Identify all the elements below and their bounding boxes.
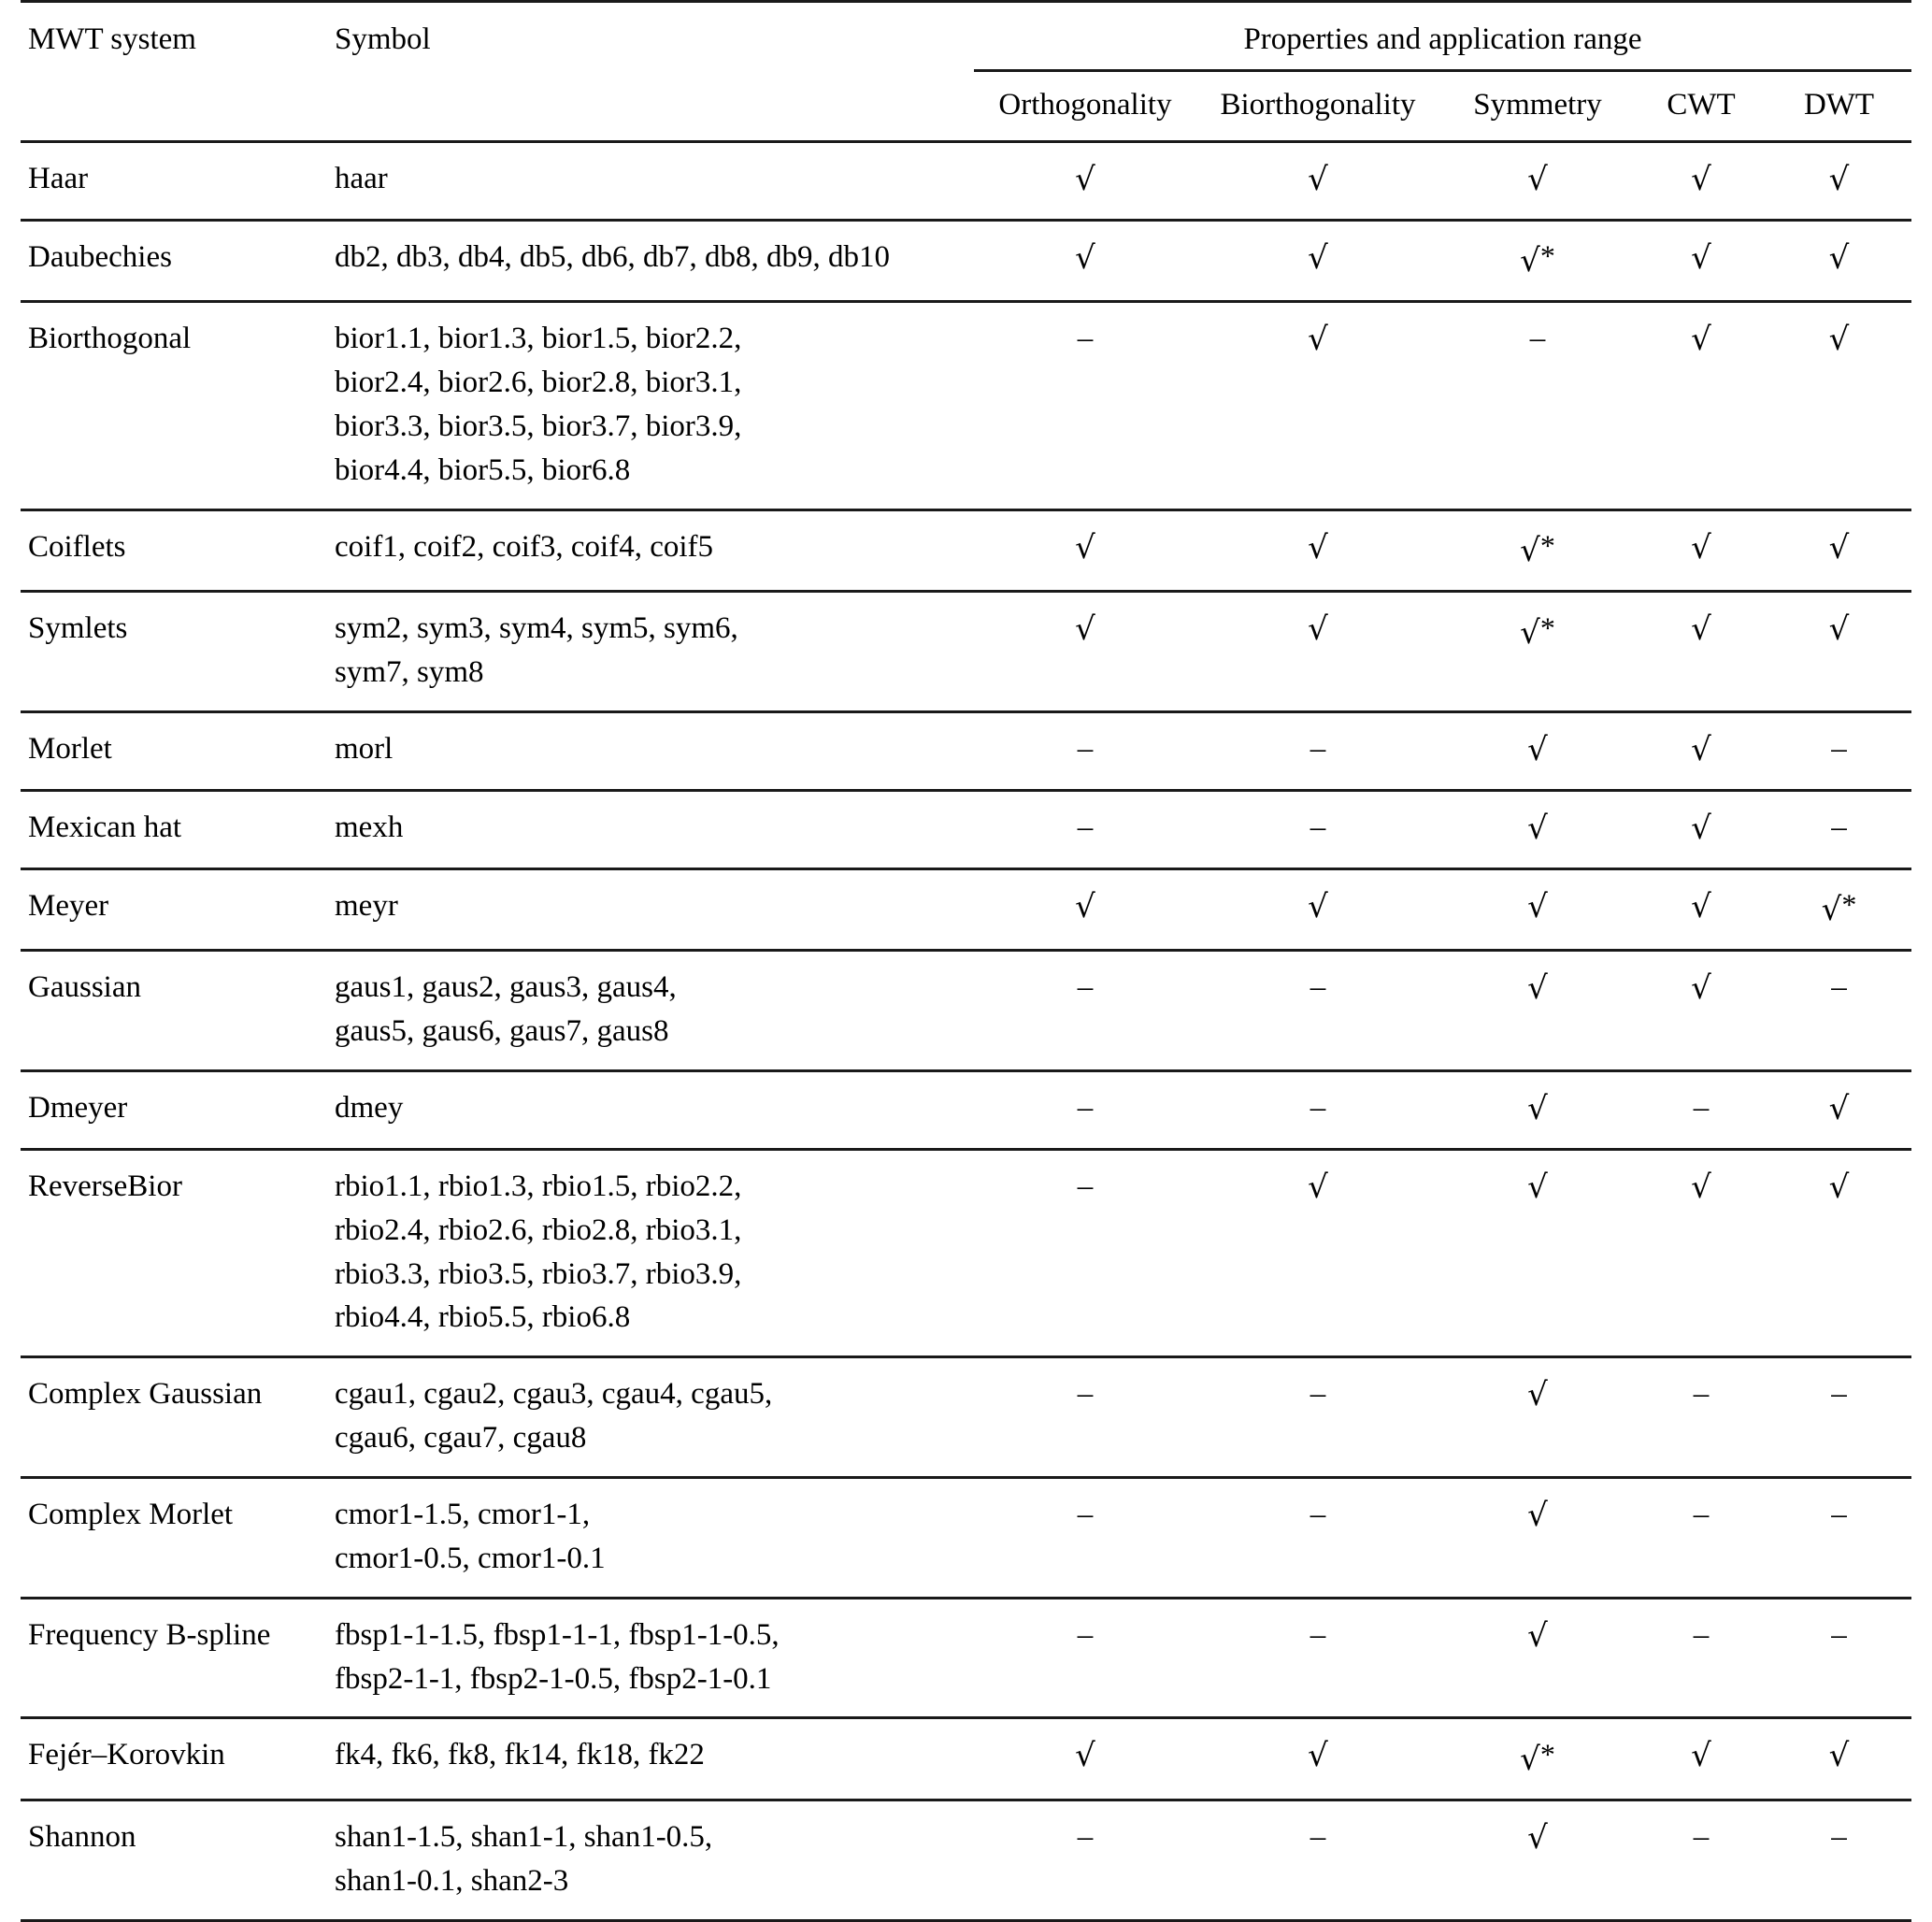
- check-icon: √: [1527, 809, 1548, 847]
- symbol-line: gaus1, gaus2, gaus3, gaus4,: [335, 970, 677, 1005]
- check-icon: √: [1075, 1737, 1095, 1775]
- cell-symbol: [329, 1718, 974, 1800]
- dash-icon: –: [1077, 1617, 1094, 1652]
- cell-dwt: [1767, 302, 1911, 509]
- cell-dwt: [1767, 1598, 1911, 1718]
- symbol-line: bior4.4, bior5.5, bior6.8: [335, 452, 631, 487]
- cell-dwt: [1767, 220, 1911, 302]
- dash-icon: –: [1309, 1820, 1326, 1855]
- column-header-orthogonality: Orthogonality: [998, 87, 1172, 122]
- table-row: [21, 1598, 1911, 1718]
- table-row: [21, 1718, 1911, 1800]
- cell-symmetry: [1439, 1071, 1636, 1150]
- check-icon: √: [1075, 238, 1095, 277]
- cell-symbol: [329, 1149, 974, 1356]
- symbol-line: sym2, sym3, sym4, sym5, sym6,: [335, 611, 738, 646]
- cell-symbol: [329, 509, 974, 592]
- dash-icon: –: [1309, 1617, 1326, 1652]
- table-row: [21, 592, 1911, 712]
- cell-cwt: [1636, 711, 1767, 790]
- dash-icon: –: [1077, 322, 1094, 356]
- check-icon: √: [1527, 1090, 1548, 1127]
- check-star-icon: √*: [1520, 610, 1555, 652]
- symbol-line: coif1, coif2, coif3, coif4, coif5: [335, 529, 714, 564]
- table-body: [21, 141, 1911, 1922]
- symbol-line: rbio4.4, rbio5.5, rbio6.8: [335, 1300, 631, 1335]
- cell-dwt: [1767, 1478, 1911, 1599]
- symbol-line: fbsp2-1-1, fbsp2-1-0.5, fbsp2-1-0.1: [335, 1661, 772, 1696]
- cell-dwt: [1767, 711, 1911, 790]
- cell-orthogonality: [974, 1149, 1196, 1356]
- table-row: [21, 790, 1911, 868]
- check-icon: √: [1691, 321, 1711, 359]
- cell-dwt: [1767, 1149, 1911, 1356]
- check-icon: √: [1308, 1737, 1328, 1775]
- check-icon: √: [1691, 730, 1711, 768]
- dash-icon: –: [1529, 322, 1546, 356]
- cell-symbol: [329, 220, 974, 302]
- cell-cwt: [1636, 1718, 1767, 1800]
- cell-symbol: [329, 790, 974, 868]
- cell-symbol: [329, 302, 974, 509]
- cell-cwt: [1636, 868, 1767, 951]
- check-star-icon: √*: [1520, 528, 1555, 570]
- symbol-line: fk4, fk6, fk8, fk14, fk18, fk22: [335, 1738, 705, 1772]
- cell-orthogonality: [974, 220, 1196, 302]
- cell-orthogonality: [974, 302, 1196, 509]
- check-icon: √: [1308, 1168, 1328, 1206]
- symbol-line: mexh: [335, 810, 404, 844]
- check-icon: √: [1527, 969, 1548, 1008]
- cell-biorthogonality: [1196, 302, 1439, 509]
- check-icon: √: [1691, 809, 1711, 847]
- cell-symbol: [329, 141, 974, 220]
- dash-icon: –: [1309, 1377, 1326, 1412]
- cell-symmetry: [1439, 951, 1636, 1071]
- cell-mwt-system: Dmeyer: [21, 1071, 329, 1150]
- cell-orthogonality: [974, 592, 1196, 712]
- cell-biorthogonality: [1196, 141, 1439, 220]
- check-icon: √: [1075, 160, 1095, 198]
- cell-symmetry: [1439, 592, 1636, 712]
- cell-symmetry: [1439, 1800, 1636, 1921]
- symbol-line: rbio1.1, rbio1.3, rbio1.5, rbio2.2,: [335, 1169, 742, 1203]
- cell-mwt-system: Complex Gaussian: [21, 1357, 329, 1478]
- check-icon: √: [1691, 1737, 1711, 1775]
- column-header-symbol: Symbol: [329, 2, 974, 142]
- check-icon: √: [1527, 160, 1548, 198]
- cell-mwt-system: Fejér–Korovkin: [21, 1718, 329, 1800]
- cell-orthogonality: [974, 509, 1196, 592]
- cell-dwt: [1767, 592, 1911, 712]
- cell-dwt: [1767, 1718, 1911, 1800]
- symbol-line: bior1.1, bior1.3, bior1.5, bior2.2,: [335, 322, 742, 356]
- dash-icon: –: [1309, 731, 1326, 766]
- dash-icon: –: [1309, 810, 1326, 844]
- table-row: [21, 1149, 1911, 1356]
- cell-mwt-system: Morlet: [21, 711, 329, 790]
- cell-mwt-system: Frequency B-spline: [21, 1598, 329, 1718]
- cell-cwt: [1636, 951, 1767, 1071]
- symbol-line: fbsp1-1-1.5, fbsp1-1-1, fbsp1-1-0.5,: [335, 1617, 780, 1652]
- cell-biorthogonality: [1196, 1478, 1439, 1599]
- symbol-line: bior3.3, bior3.5, bior3.7, bior3.9,: [335, 409, 742, 443]
- column-header-biorthogonality: Biorthogonality: [1220, 87, 1416, 122]
- symbol-line: morl: [335, 731, 394, 766]
- cell-symmetry: [1439, 302, 1636, 509]
- cell-biorthogonality: [1196, 1357, 1439, 1478]
- cell-biorthogonality: [1196, 790, 1439, 868]
- cell-cwt: [1636, 790, 1767, 868]
- cell-mwt-system: ReverseBior: [21, 1149, 329, 1356]
- cell-orthogonality: [974, 868, 1196, 951]
- cell-orthogonality: [974, 1478, 1196, 1599]
- check-icon: √: [1691, 610, 1711, 649]
- cell-symbol: [329, 1357, 974, 1478]
- cell-dwt: [1767, 951, 1911, 1071]
- table-row: [21, 1478, 1911, 1599]
- mwt-systems-table: [21, 0, 1911, 1922]
- symbol-line: bior2.4, bior2.6, bior2.8, bior3.1,: [335, 366, 742, 400]
- cell-symmetry: [1439, 1357, 1636, 1478]
- cell-biorthogonality: [1196, 951, 1439, 1071]
- dash-icon: –: [1693, 1617, 1710, 1652]
- dash-icon: –: [1831, 810, 1847, 844]
- cell-orthogonality: [974, 711, 1196, 790]
- table-row: [21, 302, 1911, 509]
- cell-cwt: [1636, 1071, 1767, 1150]
- dash-icon: –: [1077, 970, 1094, 1005]
- symbol-line: sym7, sym8: [335, 655, 484, 690]
- cell-symmetry: [1439, 1598, 1636, 1718]
- cell-symmetry: [1439, 220, 1636, 302]
- cell-mwt-system: Mexican hat: [21, 790, 329, 868]
- table-head: [21, 2, 1911, 142]
- column-header-cwt: CWT: [1667, 87, 1736, 122]
- cell-symbol: [329, 1800, 974, 1921]
- cell-symmetry: [1439, 509, 1636, 592]
- cell-symmetry: [1439, 1149, 1636, 1356]
- check-icon: √: [1691, 528, 1711, 567]
- cell-symbol: [329, 868, 974, 951]
- check-icon: √: [1527, 1616, 1548, 1655]
- table-row: [21, 1357, 1911, 1478]
- dash-icon: –: [1077, 1377, 1094, 1412]
- cell-mwt-system: Shannon: [21, 1800, 329, 1921]
- dash-icon: –: [1831, 1377, 1847, 1412]
- dash-icon: –: [1693, 1498, 1710, 1532]
- cell-dwt: [1767, 141, 1911, 220]
- cell-symmetry: [1439, 790, 1636, 868]
- check-icon: √: [1527, 1168, 1548, 1206]
- table-row: [21, 1800, 1911, 1921]
- cell-mwt-system: Coiflets: [21, 509, 329, 592]
- cell-cwt: [1636, 220, 1767, 302]
- check-icon: √: [1527, 1376, 1548, 1414]
- symbol-line: rbio3.3, rbio3.5, rbio3.7, rbio3.9,: [335, 1256, 742, 1291]
- check-icon: √: [1691, 1168, 1711, 1206]
- check-icon: √: [1828, 321, 1850, 359]
- cell-symbol: [329, 951, 974, 1071]
- dash-icon: –: [1309, 970, 1326, 1005]
- cell-symbol: [329, 1071, 974, 1150]
- symbol-line: cgau6, cgau7, cgau8: [335, 1421, 587, 1456]
- symbol-line: db2, db3, db4, db5, db6, db7, db8, db9, db10: [335, 239, 890, 274]
- check-icon: √: [1691, 887, 1711, 925]
- cell-biorthogonality: [1196, 592, 1439, 712]
- check-icon: √: [1527, 1497, 1548, 1535]
- check-icon: √: [1308, 321, 1328, 359]
- cell-mwt-system: Complex Morlet: [21, 1478, 329, 1599]
- dash-icon: –: [1831, 1820, 1847, 1855]
- table-row: [21, 868, 1911, 951]
- dash-icon: –: [1077, 1169, 1094, 1203]
- column-header-mwt-system: MWT system: [21, 2, 329, 142]
- check-icon: √: [1527, 1819, 1548, 1857]
- check-star-icon: √*: [1520, 238, 1555, 280]
- table-row: [21, 711, 1911, 790]
- dash-icon: –: [1831, 970, 1847, 1005]
- cell-biorthogonality: [1196, 1071, 1439, 1150]
- cell-biorthogonality: [1196, 711, 1439, 790]
- cell-symbol: [329, 711, 974, 790]
- table-row: [21, 509, 1911, 592]
- cell-cwt: [1636, 1598, 1767, 1718]
- cell-cwt: [1636, 1478, 1767, 1599]
- check-icon: √: [1691, 160, 1711, 198]
- column-header-symmetry: Symmetry: [1473, 87, 1602, 122]
- table-row: [21, 220, 1911, 302]
- column-header-dwt: DWT: [1803, 87, 1875, 122]
- cell-cwt: [1636, 1149, 1767, 1356]
- cell-orthogonality: [974, 951, 1196, 1071]
- check-icon: √: [1527, 730, 1548, 768]
- cell-biorthogonality: [1196, 509, 1439, 592]
- check-icon: √: [1828, 528, 1850, 567]
- cell-cwt: [1636, 302, 1767, 509]
- check-icon: √: [1527, 887, 1548, 925]
- dash-icon: –: [1077, 1091, 1094, 1125]
- symbol-line: haar: [335, 161, 388, 195]
- check-icon: √: [1828, 1737, 1850, 1775]
- cell-symmetry: [1439, 141, 1636, 220]
- cell-symbol: [329, 592, 974, 712]
- symbol-line: shan1-1.5, shan1-1, shan1-0.5,: [335, 1820, 713, 1855]
- cell-biorthogonality: [1196, 1800, 1439, 1921]
- cell-mwt-system: Haar: [21, 141, 329, 220]
- cell-orthogonality: [974, 1718, 1196, 1800]
- symbol-line: gaus5, gaus6, gaus7, gaus8: [335, 1014, 669, 1049]
- cell-dwt: [1767, 790, 1911, 868]
- dash-icon: –: [1077, 731, 1094, 766]
- cell-dwt: [1767, 868, 1911, 951]
- cell-biorthogonality: [1196, 220, 1439, 302]
- cell-biorthogonality: [1196, 868, 1439, 951]
- cell-symmetry: [1439, 1718, 1636, 1800]
- check-icon: √: [1075, 610, 1095, 649]
- cell-orthogonality: [974, 1357, 1196, 1478]
- check-icon: √: [1075, 887, 1095, 925]
- dash-icon: –: [1831, 731, 1847, 766]
- cell-cwt: [1636, 592, 1767, 712]
- symbol-line: rbio2.4, rbio2.6, rbio2.8, rbio3.1,: [335, 1212, 742, 1247]
- check-icon: √: [1828, 160, 1850, 198]
- dash-icon: –: [1831, 1617, 1847, 1652]
- table-row: [21, 1071, 1911, 1150]
- symbol-line: cmor1-1.5, cmor1-1,: [335, 1498, 591, 1532]
- cell-mwt-system: Biorthogonal: [21, 302, 329, 509]
- check-icon: √: [1308, 610, 1328, 649]
- check-icon: √: [1828, 1168, 1850, 1206]
- cell-orthogonality: [974, 1800, 1196, 1921]
- check-star-icon: √*: [1821, 887, 1857, 929]
- header-row-top: [21, 2, 1911, 69]
- cell-mwt-system: Symlets: [21, 592, 329, 712]
- check-icon: √: [1828, 1090, 1850, 1127]
- dash-icon: –: [1831, 1498, 1847, 1532]
- cell-cwt: [1636, 1800, 1767, 1921]
- symbol-line: cgau1, cgau2, cgau3, cgau4, cgau5,: [335, 1377, 773, 1412]
- cell-biorthogonality: [1196, 1718, 1439, 1800]
- symbol-line: dmey: [335, 1091, 404, 1125]
- dash-icon: –: [1693, 1820, 1710, 1855]
- dash-icon: –: [1309, 1498, 1326, 1532]
- cell-cwt: [1636, 141, 1767, 220]
- symbol-line: cmor1-0.5, cmor1-0.1: [335, 1541, 606, 1575]
- table-row: [21, 951, 1911, 1071]
- cell-symbol: [329, 1598, 974, 1718]
- cell-mwt-system: Gaussian: [21, 951, 329, 1071]
- dash-icon: –: [1077, 810, 1094, 844]
- cell-symmetry: [1439, 711, 1636, 790]
- check-icon: √: [1828, 610, 1850, 649]
- check-icon: √: [1308, 160, 1328, 198]
- check-icon: √: [1308, 238, 1328, 277]
- check-icon: √: [1828, 238, 1850, 277]
- cell-orthogonality: [974, 790, 1196, 868]
- cell-mwt-system: Meyer: [21, 868, 329, 951]
- cell-biorthogonality: [1196, 1149, 1439, 1356]
- symbol-line: meyr: [335, 888, 398, 923]
- cell-dwt: [1767, 1071, 1911, 1150]
- check-icon: √: [1308, 887, 1328, 925]
- dash-icon: –: [1693, 1091, 1710, 1125]
- cell-orthogonality: [974, 1598, 1196, 1718]
- cell-orthogonality: [974, 1071, 1196, 1150]
- check-icon: √: [1308, 528, 1328, 567]
- check-star-icon: √*: [1520, 1737, 1555, 1779]
- column-group-header-properties: Properties and application range: [974, 2, 1911, 69]
- cell-cwt: [1636, 509, 1767, 592]
- cell-dwt: [1767, 1800, 1911, 1921]
- cell-symmetry: [1439, 1478, 1636, 1599]
- dash-icon: –: [1309, 1091, 1326, 1125]
- check-icon: √: [1075, 528, 1095, 567]
- cell-dwt: [1767, 509, 1911, 592]
- cell-dwt: [1767, 1357, 1911, 1478]
- dash-icon: –: [1077, 1820, 1094, 1855]
- cell-mwt-system: Daubechies: [21, 220, 329, 302]
- cell-biorthogonality: [1196, 1598, 1439, 1718]
- cell-symmetry: [1439, 868, 1636, 951]
- cell-cwt: [1636, 1357, 1767, 1478]
- cell-orthogonality: [974, 141, 1196, 220]
- table-row: [21, 141, 1911, 220]
- cell-symbol: [329, 1478, 974, 1599]
- check-icon: √: [1691, 969, 1711, 1008]
- symbol-line: shan1-0.1, shan2-3: [335, 1863, 569, 1898]
- check-icon: √: [1691, 238, 1711, 277]
- dash-icon: –: [1077, 1498, 1094, 1532]
- dash-icon: –: [1693, 1377, 1710, 1412]
